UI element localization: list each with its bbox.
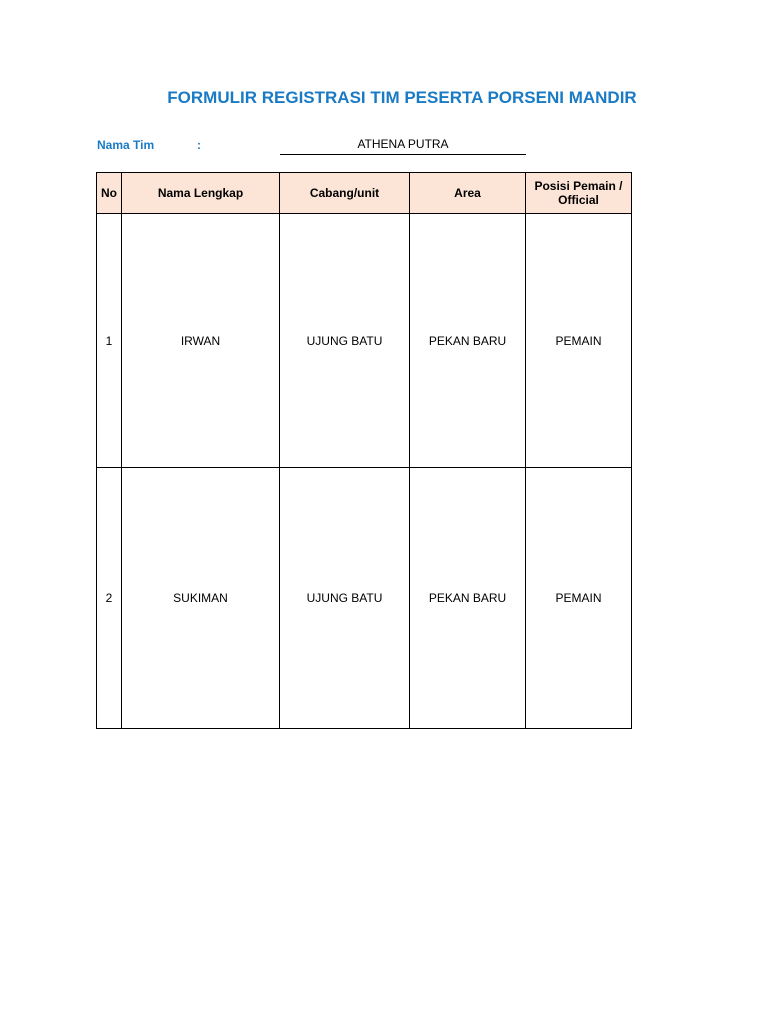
cell-no: 1 <box>97 214 122 468</box>
cell-position: PEMAIN <box>526 468 632 729</box>
cell-area: PEKAN BARU <box>410 214 526 468</box>
header-branch-unit: Cabang/unit <box>280 173 410 214</box>
header-no: No <box>97 173 122 214</box>
team-name-value: ATHENA PUTRA <box>280 137 526 155</box>
cell-no: 2 <box>97 468 122 729</box>
table-header-row <box>97 173 632 214</box>
table-row <box>97 468 632 729</box>
cell-position: PEMAIN <box>526 214 632 468</box>
cell-area: PEKAN BARU <box>410 468 526 729</box>
cell-full-name: IRWAN <box>122 214 280 468</box>
cell-full-name: SUKIMAN <box>122 468 280 729</box>
team-name-colon: : <box>197 138 201 152</box>
registration-table <box>96 172 632 729</box>
team-name-label: Nama Tim <box>97 138 155 152</box>
table-row <box>97 214 632 468</box>
header-area: Area <box>410 173 526 214</box>
cell-branch-unit: UJUNG BATU <box>280 468 410 729</box>
header-full-name: Nama Lengkap <box>122 173 280 214</box>
cell-branch-unit: UJUNG BATU <box>280 214 410 468</box>
page-title: FORMULIR REGISTRASI TIM PESERTA PORSENI MANDIR <box>167 88 637 107</box>
header-position: Posisi Pemain / Official <box>526 173 632 214</box>
